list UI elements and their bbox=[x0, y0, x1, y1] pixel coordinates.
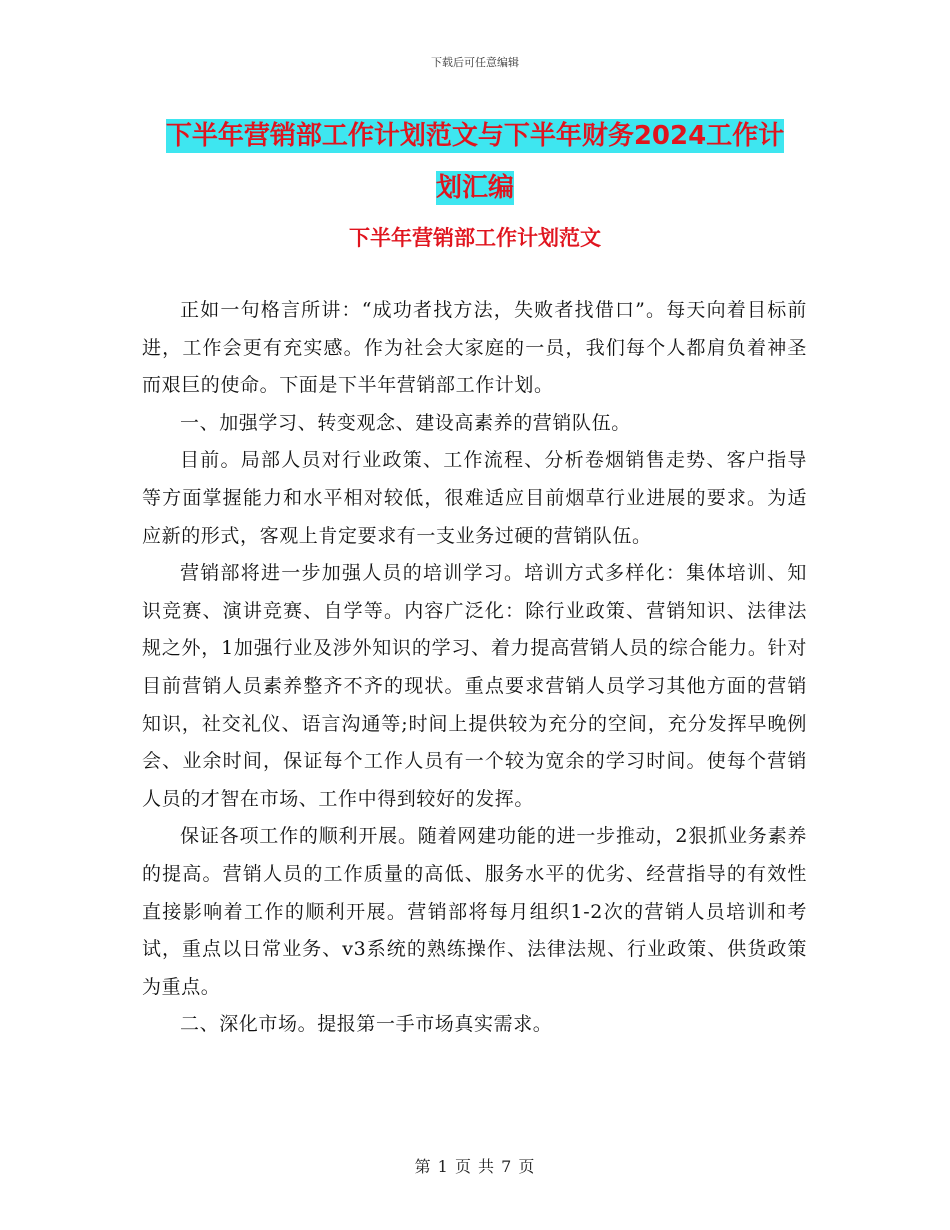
section-heading: 下半年营销部工作计划范文 bbox=[349, 226, 601, 250]
paragraph-quality: 保证各项工作的顺利开展。随着网建功能的进一步推动，2狠抓业务素养的提高。营销人员的工作质量的高低、服务水平的优劣、经营指导的有效性直接影响着工作的顺利开展。营销部将每月组织1-2次的营销人员培训和考试，重点以日常业务、v3系统的熟练操作、法律法规、行业政策、供货政策为重点。 bbox=[142, 825, 807, 998]
paragraph-point-2: 二、深化市场。提报第一手市场真实需求。 bbox=[180, 1013, 553, 1036]
paragraph-intro: 正如一句格言所讲：“成功者找方法，失败者找借口”。每天向着目标前进，工作会更有充实感。作为社会大家庭的一员，我们每个人都肩负着神圣而艰巨的使命。下面是下半年营销部工作计划。 bbox=[142, 299, 807, 397]
header-note: 下载后可任意编辑 bbox=[431, 56, 519, 69]
paragraph-training: 营销部将进一步加强人员的培训学习。培训方式多样化：集体培训、知识竞赛、演讲竞赛、自学等。内容广泛化：除行业政策、营销知识、法律法规之外，1加强行业及涉外知识的学习、着力提高营销人员的综合能力。针对目前营销人员素养整齐不齐的现状。重点要求营销人员学习其他方面的营销知识，社交礼仪、语言沟通等;时间上提供较为充分的空间，充分发挥早晚例会、业余时间，保证每个工作人员有一个较为宽余的学习时间。使每个营销人员的才智在市场、工作中得到较好的发挥。 bbox=[142, 562, 807, 810]
body-text bbox=[142, 292, 807, 1044]
document-title bbox=[140, 110, 810, 214]
title-line-1: 下半年营销部工作计划范文与下半年财务2024工作计 bbox=[165, 121, 785, 151]
paragraph-current-status: 目前。局部人员对行业政策、工作流程、分析卷烟销售走势、客户指导等方面掌握能力和水平相对较低，很难适应目前烟草行业进展的要求。为适应新的形式，客观上肯定要求有一支业务过硬的营销队伍。 bbox=[142, 449, 807, 547]
paragraph-point-1: 一、加强学习、转变观念、建设高素养的营销队伍。 bbox=[180, 411, 631, 434]
title-line-2: 划汇编 bbox=[435, 173, 514, 203]
page-number: 第 1 页 共 7 页 bbox=[414, 1157, 536, 1176]
